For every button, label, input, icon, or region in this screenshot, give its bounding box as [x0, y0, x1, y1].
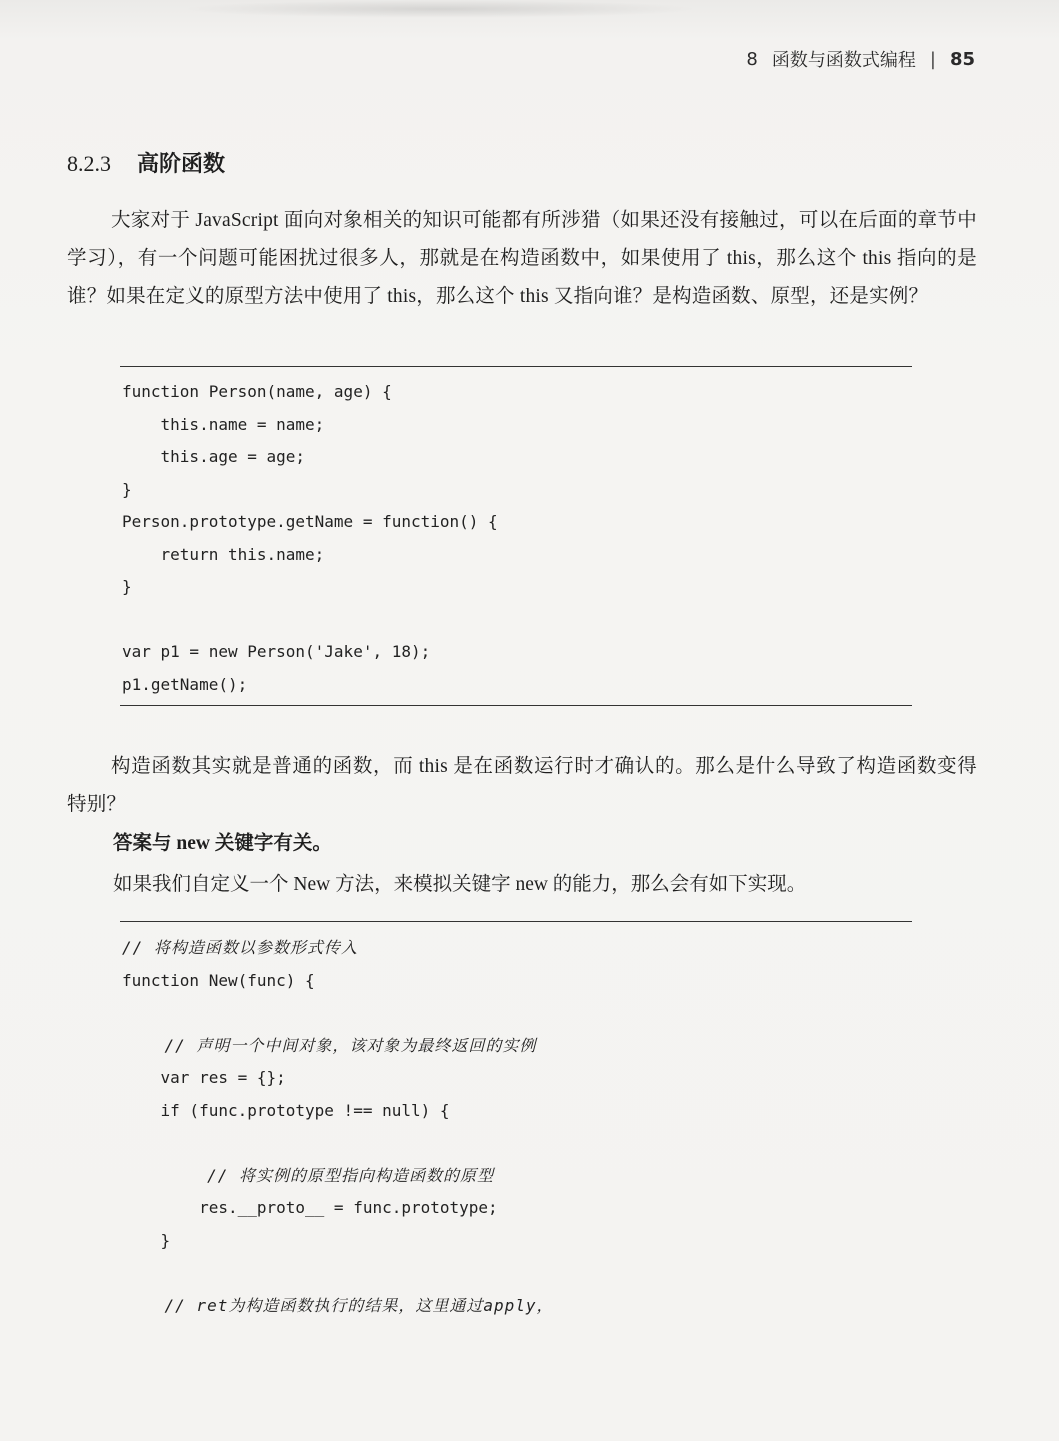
- chapter-number: 8: [746, 48, 758, 70]
- section-heading: [67, 147, 225, 178]
- code-line: return this.name;: [122, 544, 325, 564]
- code-comment: // 声明一个中间对象，该对象为最终返回的实例: [122, 1035, 537, 1055]
- running-header: [746, 46, 975, 72]
- answer-line: 答案与 new 关键字有关。: [113, 833, 332, 854]
- header-separator: |: [929, 48, 936, 70]
- code-block-new: [122, 932, 554, 1322]
- code-line: }: [122, 479, 132, 499]
- section-title: 高阶函数: [137, 151, 226, 177]
- code-line: var res = {};: [122, 1068, 286, 1087]
- code-comment: // 将构造函数以参数形式传入: [122, 938, 358, 957]
- code-comment: // 将实例的原型指向构造函数的原型: [122, 1165, 494, 1185]
- code-line: res.__proto__ = func.prototype;: [122, 1198, 498, 1217]
- impl-line: 如果我们自定义一个 New 方法，来模拟关键字 new 的能力，那么会有如下实现。: [113, 874, 807, 895]
- code-line: this.name = name;: [122, 414, 325, 434]
- explain-paragraph: 构造函数其实就是普通的函数，而 this 是在函数运行时才确认的。那么是什么导致了构造函数变得特别？: [67, 756, 977, 815]
- code-line: p1.getName();: [122, 674, 248, 694]
- section-number: 8.2.3: [67, 151, 111, 176]
- page-shadow: [180, 0, 700, 18]
- code-line: function New(func) {: [122, 970, 315, 990]
- code-block-top-rule: [120, 366, 912, 367]
- code-block-person: [122, 376, 498, 701]
- code-line: [122, 997, 554, 1030]
- code-comment: // ret为构造函数执行的结果，这里通过apply，: [122, 1295, 554, 1315]
- code-line: var p1 = new Person('Jake', 18);: [122, 642, 431, 661]
- code-line: [122, 1257, 554, 1290]
- code-line: Person.prototype.getName = function() {: [122, 512, 498, 531]
- code-block-2-top-rule: [120, 921, 912, 922]
- code-line: function Person(name, age) {: [122, 382, 392, 401]
- code-line: }: [122, 1230, 171, 1250]
- chapter-title: 函数与函数式编程: [771, 50, 916, 71]
- intro-paragraph: 大家对于 JavaScript 面向对象相关的知识可能都有所涉猎（如果还没有接触过，可以在后面的章节中学习），有一个问题可能困扰过很多人，那就是在构造函数中，如果使用了 this，那么这个 this 指向的是谁？如果在定义的原型方法中使用了 this，那么这个 this 又指向谁？是构造函数、原型，还是实例？: [67, 210, 977, 307]
- code-line: this.age = age;: [122, 447, 306, 466]
- page-number: 85: [949, 48, 975, 70]
- code-block-bottom-rule: [120, 705, 912, 706]
- code-line: [122, 604, 498, 637]
- code-line: if (func.prototype !== null) {: [122, 1100, 450, 1120]
- code-line: }: [122, 577, 132, 596]
- code-line: [122, 1127, 554, 1160]
